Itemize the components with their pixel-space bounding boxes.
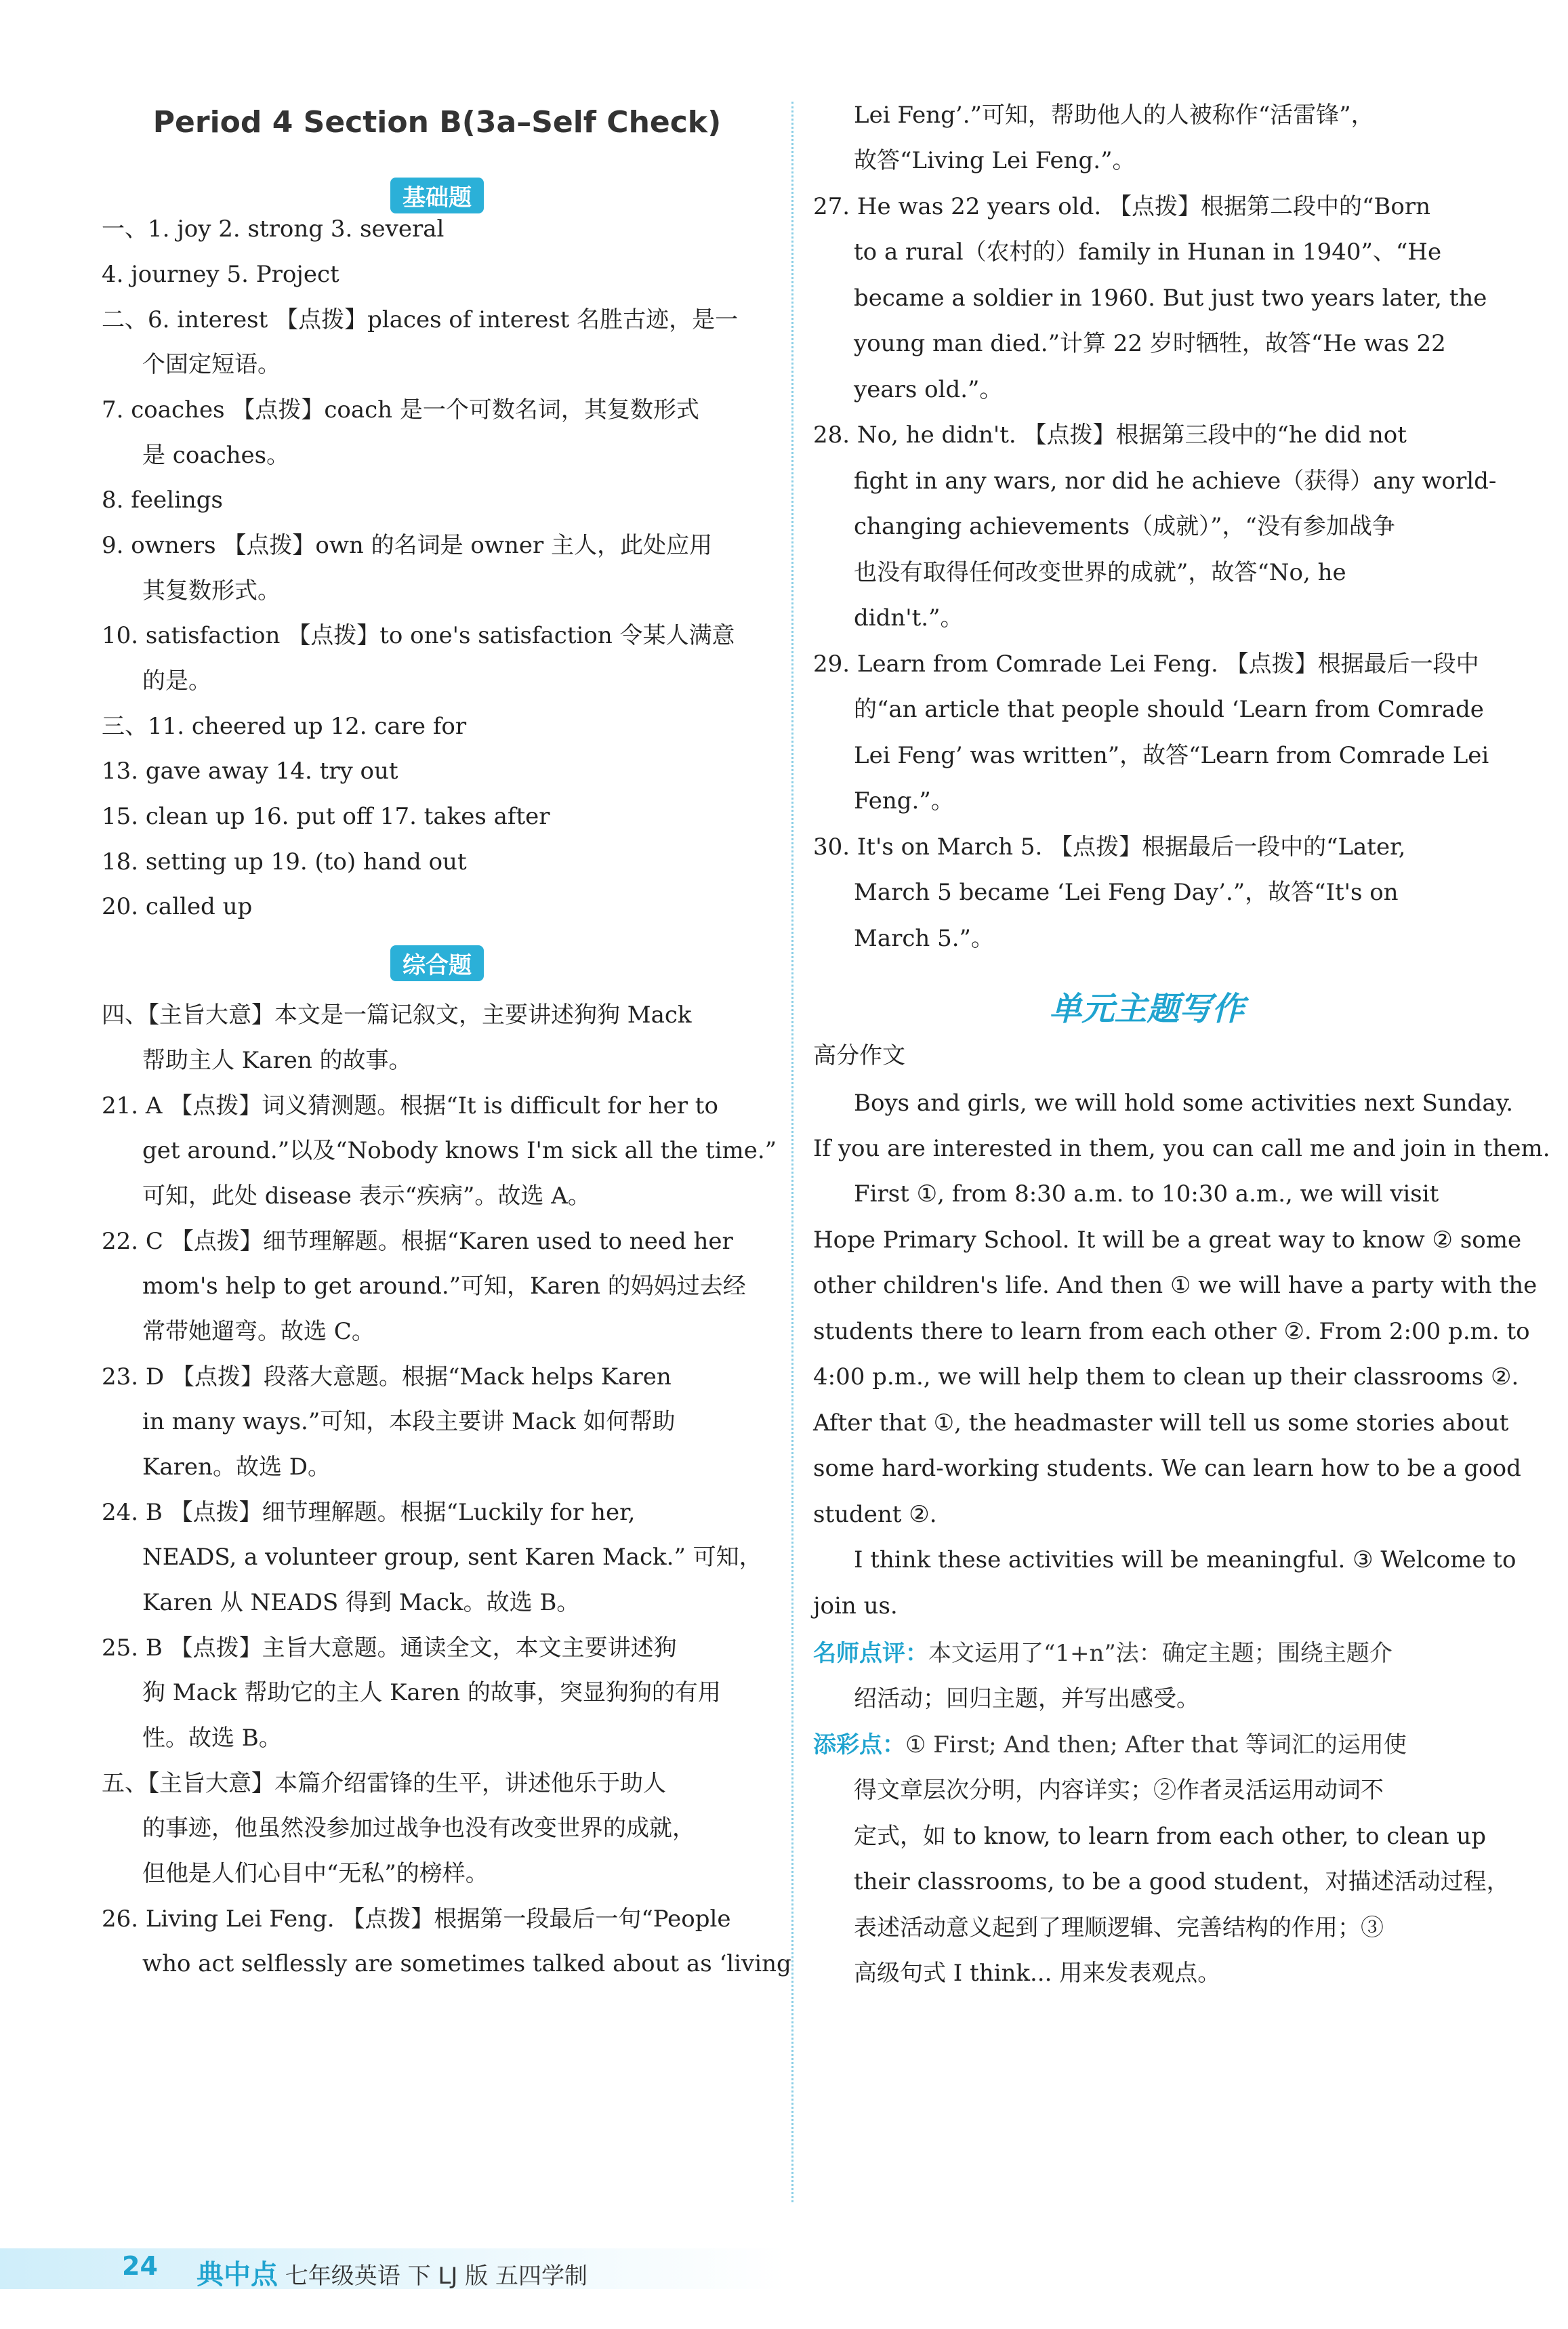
highlight-line: 表述活动意义起到了理顺逻辑、完善结构的作用；③	[854, 1914, 1384, 1941]
essay-line: Hope Primary School. It will be a great way to know ② some	[813, 1227, 1522, 1254]
right-line: to a rural（农村的）family in Hunan in 1940”、“He	[854, 239, 1442, 266]
comp-line: 22. C 【点拨】细节理解题。根据“Karen used to need her	[102, 1228, 733, 1255]
comment-label: 名师点评：	[813, 1640, 928, 1667]
comp-line: 24. B 【点拨】细节理解题。根据“Luckily for her,	[102, 1499, 636, 1526]
basic-badge: 基础题	[390, 178, 484, 213]
comment-line	[813, 1640, 1392, 1667]
comp-line: 25. B 【点拨】主旨大意题。通读全文，本文主要讲述狗	[102, 1634, 677, 1662]
essay-line: I think these activities will be meaningful. ③ Welcome to	[854, 1546, 1517, 1573]
right-line: changing achievements（成就）”，“没有参加战争	[854, 513, 1395, 540]
essay-line: If you are interested in them, you can call me and join in them.	[813, 1135, 1550, 1162]
highlight-line: 得文章层次分明，内容详实；②作者灵活运用动词不	[854, 1777, 1384, 1804]
comp-line: 帮助主人 Karen 的故事。	[142, 1047, 412, 1074]
essay-line: 4:00 p.m., we will help them to clean up their classrooms ②.	[813, 1363, 1519, 1390]
basic-line: 18. setting up 19. (to) hand out	[102, 848, 467, 875]
comp-line: get around.”以及“Nobody knows I'm sick all the time.”	[142, 1137, 777, 1164]
writing-title: 单元主题写作	[1049, 990, 1245, 1028]
right-line: Feng.”。	[854, 787, 954, 815]
comp-line: 可知，此处 disease 表示“疾病”。故选 A。	[142, 1182, 591, 1210]
comprehensive-badge-wrap	[102, 945, 772, 981]
basic-line: 三、11. cheered up 12. care for	[102, 713, 467, 740]
right-line: 的“an article that people should ‘Learn from Comrade	[854, 696, 1484, 723]
right-line: fight in any wars, nor did he achieve（获得）any world-	[854, 468, 1497, 495]
right-line: 30. It's on March 5. 【点拨】根据最后一段中的“Later,	[813, 833, 1406, 861]
brand-logo: 典中点	[197, 2259, 278, 2290]
right-line: 也没有取得任何改变世界的成就”，故答“No, he	[854, 559, 1346, 586]
page-title: Period 4 Section B(3a–Self Check)	[152, 105, 722, 140]
comp-line: Karen。故选 D。	[142, 1454, 331, 1481]
right-line: March 5.”。	[854, 925, 994, 952]
comp-line: 26. Living Lei Feng. 【点拨】根据第一段最后一句“People	[102, 1905, 731, 1933]
essay-line: other children's life. And then ① we will have a party with the	[813, 1272, 1538, 1299]
comp-line: in many ways.”可知，本段主要讲 Mack 如何帮助	[142, 1408, 676, 1435]
comp-line: 五、【主旨大意】本篇介绍雷锋的生平，讲述他乐于助人	[102, 1770, 666, 1797]
highlight-line: their classrooms, to be a good student，对描述活动过程，	[854, 1868, 1510, 1895]
right-line: 29. Learn from Comrade Lei Feng. 【点拨】根据最后一段中	[813, 651, 1479, 678]
column-divider	[791, 102, 793, 2202]
comp-line: 常带她遛弯。故选 C。	[142, 1318, 375, 1345]
highlight-text: ① First; And then; After that 等词汇的运用使	[905, 1731, 1407, 1758]
right-line: didn't.”。	[854, 604, 964, 632]
basic-line: 4. journey 5. Project	[102, 261, 339, 288]
right-line: years old.”。	[854, 376, 1003, 403]
comment-line: 绍活动；回归主题，并写出感受。	[854, 1685, 1199, 1712]
right-line: 27. He was 22 years old. 【点拨】根据第二段中的“Born	[813, 193, 1430, 220]
footer-text: 七年级英语 下 LJ 版 五四学制	[285, 2263, 588, 2290]
comment-text: 本文运用了“1+n”法：确定主题；围绕主题介	[928, 1640, 1392, 1667]
basic-line: 9. owners 【点拨】own 的名词是 owner 主人，此处应用	[102, 532, 713, 559]
essay-line: Boys and girls, we will hold some activities next Sunday.	[854, 1090, 1514, 1117]
basic-line: 20. called up	[102, 893, 253, 920]
essay-line: First ①, from 8:30 a.m. to 10:30 a.m., we will visit	[854, 1180, 1439, 1208]
highlight-line: 高级句式 I think... 用来发表观点。	[854, 1960, 1221, 1987]
basic-line: 二、6. interest 【点拨】places of interest 名胜古迹，是一	[102, 306, 739, 333]
basic-line: 个固定短语。	[142, 351, 281, 378]
footer	[197, 2253, 587, 2292]
page-number: 24	[122, 2251, 158, 2281]
comp-line: 的事迹，他虽然没参加过战争也没有改变世界的成就，	[142, 1815, 695, 1842]
basic-line: 13. gave away 14. try out	[102, 758, 398, 785]
essay-line: some hard-working students. We can learn how to be a good	[813, 1455, 1521, 1482]
right-line: Lei Feng’ was written”，故答“Learn from Comrade Lei	[854, 742, 1489, 769]
comp-line: who act selflessly are sometimes talked about as ‘living	[142, 1950, 791, 1977]
basic-line: 一、1. joy 2. strong 3. several	[102, 215, 445, 243]
highlight-line	[813, 1731, 1407, 1758]
highlight-line: 定式，如 to know, to learn from each other, to clean up	[854, 1823, 1486, 1850]
essay-line: After that ①, the headmaster will tell us some stories about	[813, 1409, 1509, 1437]
right-line: Lei Feng’.”可知，帮助他人的人被称作“活雷锋”，	[854, 102, 1374, 129]
comp-line: 23. D 【点拨】段落大意题。根据“Mack helps Karen	[102, 1363, 672, 1390]
comp-line: 但他是人们心目中“无私”的榜样。	[142, 1860, 489, 1887]
comp-line: 四、【主旨大意】本文是一篇记叙文，主要讲述狗狗 Mack	[102, 1002, 692, 1029]
basic-line: 其复数形式。	[142, 577, 281, 604]
basic-line: 15. clean up 16. put off 17. takes after	[102, 803, 550, 830]
comprehensive-badge: 综合题	[390, 945, 484, 981]
essay-line: students there to learn from each other ②. From 2:00 p.m. to	[813, 1318, 1530, 1345]
comp-line: NEADS, a volunteer group, sent Karen Mack.” 可知，	[142, 1544, 762, 1571]
comp-line: 21. A 【点拨】词义猜测题。根据“It is difficult for her to	[102, 1092, 718, 1119]
basic-line: 是 coaches。	[142, 442, 290, 469]
essay-line: student ②.	[813, 1501, 937, 1528]
comp-line: 狗 Mack 帮助它的主人 Karen 的故事，突显狗狗的有用	[142, 1679, 721, 1706]
basic-line: 8. feelings	[102, 487, 223, 514]
basic-badge-wrap	[102, 178, 772, 213]
basic-line: 的是。	[142, 667, 211, 695]
basic-line: 7. coaches 【点拨】coach 是一个可数名词，其复数形式	[102, 396, 699, 424]
comp-line: Karen 从 NEADS 得到 Mack。故选 B。	[142, 1589, 580, 1616]
writing-subtitle: 高分作文	[813, 1042, 905, 1069]
basic-line: 10. satisfaction 【点拨】to one's satisfaction 令某人满意	[102, 622, 735, 649]
right-line: March 5 became ‘Lei Feng Day’.”，故答“It's on	[854, 879, 1399, 906]
right-line: young man died.”计算 22 岁时牺牲，故答“He was 22	[854, 330, 1446, 357]
right-line: became a soldier in 1960. But just two years later, the	[854, 285, 1487, 312]
right-line: 28. No, he didn't. 【点拨】根据第三段中的“he did not	[813, 421, 1407, 449]
comp-line: 性。故选 B。	[142, 1725, 282, 1752]
comp-line: mom's help to get around.”可知，Karen 的妈妈过去经	[142, 1273, 746, 1300]
highlight-label: 添彩点：	[813, 1731, 905, 1758]
essay-line: join us.	[813, 1592, 898, 1620]
right-line: 故答“Living Lei Feng.”。	[854, 147, 1136, 174]
